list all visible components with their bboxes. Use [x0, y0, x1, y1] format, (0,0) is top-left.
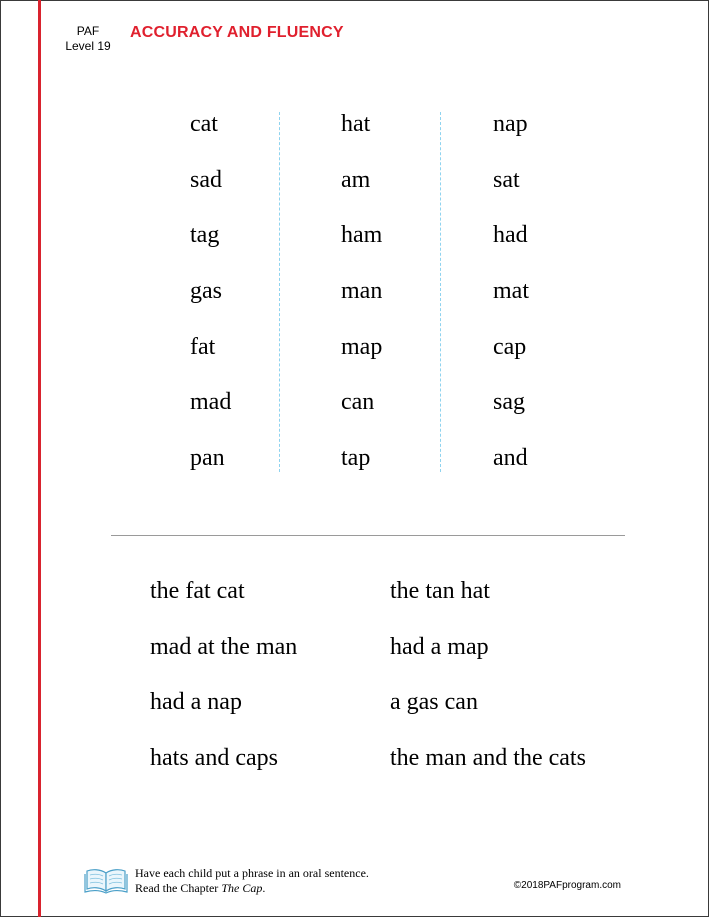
- word: map: [341, 333, 383, 360]
- teacher-instructions: [135, 866, 369, 896]
- word: cat: [190, 111, 218, 137]
- word: can: [341, 389, 375, 416]
- phrase: the man and the cats: [390, 745, 586, 772]
- copyright-notice: ©2018PAFprogram.com: [513, 880, 621, 891]
- word: sag: [493, 389, 525, 416]
- phrase: the tan hat: [390, 578, 490, 604]
- word: pan: [190, 445, 225, 472]
- word: ham: [341, 222, 383, 249]
- phrase-column-2: [390, 572, 586, 795]
- level-number: Level 19: [65, 39, 111, 53]
- word: man: [341, 278, 383, 305]
- instruction-prefix: Read the Chapter: [135, 881, 219, 895]
- word: and: [493, 445, 528, 472]
- column-separator: [440, 112, 441, 472]
- phrase: mad at the man: [150, 633, 298, 660]
- word: nap: [493, 111, 528, 137]
- word-column-3: [493, 106, 529, 496]
- program-name: PAF: [76, 24, 100, 38]
- word-column-1: [190, 106, 231, 496]
- word: hat: [341, 111, 371, 137]
- word: sad: [190, 166, 222, 193]
- phrase: had a nap: [150, 689, 242, 716]
- column-separator: [279, 112, 280, 472]
- word: had: [493, 222, 528, 249]
- program-level-label: [58, 24, 118, 54]
- word-column-2: [341, 106, 382, 496]
- instruction-suffix: .: [262, 881, 266, 895]
- phrase-column-1: [150, 572, 297, 795]
- word: mad: [190, 389, 232, 416]
- word: sat: [493, 166, 520, 193]
- page-title: ACCURACY AND FLUENCY: [130, 24, 344, 41]
- chapter-title: The Cap: [221, 881, 263, 895]
- phrase: a gas can: [390, 689, 478, 716]
- open-book-icon: [84, 866, 128, 894]
- phrase: had a map: [390, 633, 489, 660]
- instruction-line-2: [135, 881, 369, 896]
- phrase: hats and caps: [150, 745, 278, 772]
- instruction-line-1: Have each child put a phrase in an oral sentence.: [135, 866, 369, 880]
- word: tag: [190, 222, 220, 249]
- word: gas: [190, 278, 222, 305]
- word-list: [190, 106, 550, 476]
- word: cap: [493, 333, 527, 360]
- red-margin-line: [38, 0, 41, 917]
- word: mat: [493, 278, 529, 305]
- word: am: [341, 166, 371, 193]
- phrase: the fat cat: [150, 578, 245, 604]
- word: fat: [190, 333, 216, 360]
- word: tap: [341, 445, 371, 472]
- section-divider: [111, 535, 625, 536]
